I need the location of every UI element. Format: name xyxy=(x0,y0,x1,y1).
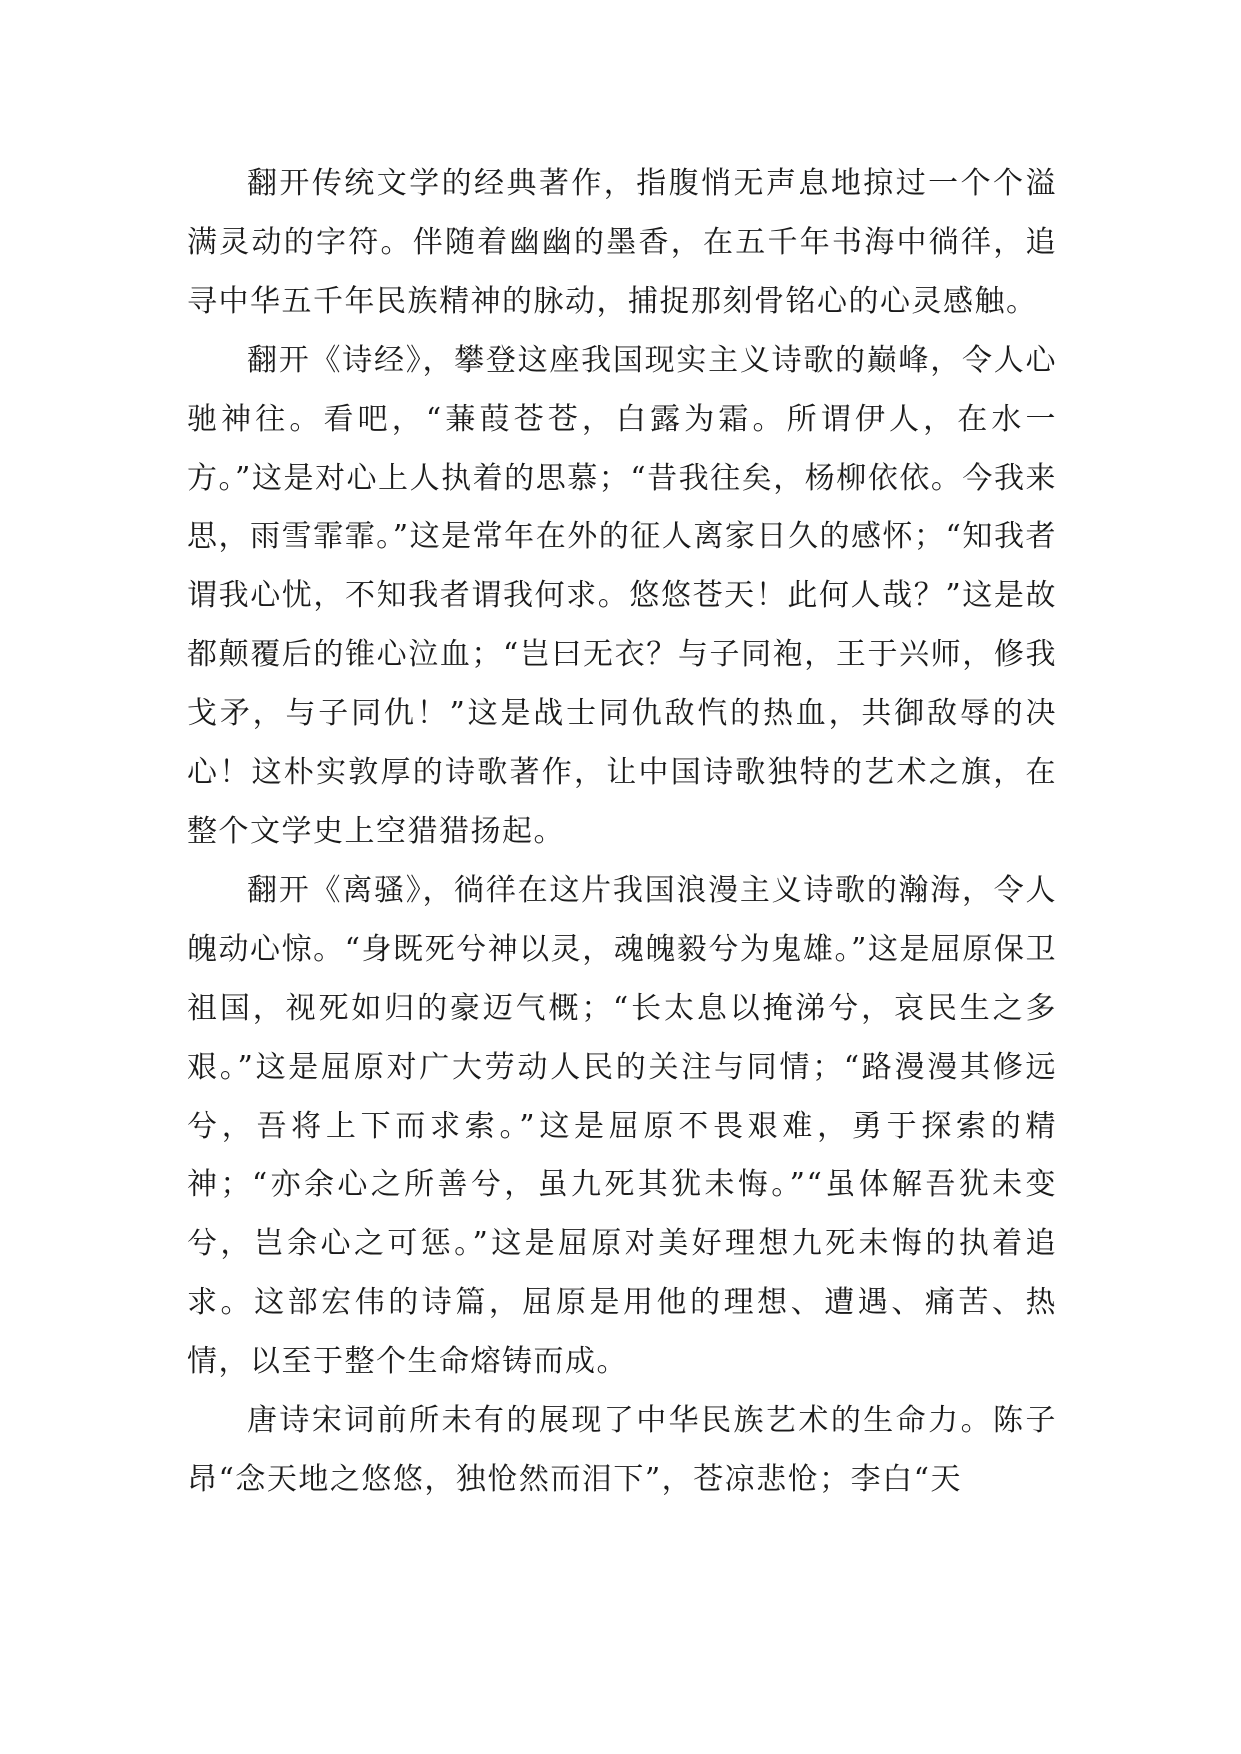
paragraph-intro: 翻开传统文学的经典著作，指腹悄无声息地掠过一个个溢满灵动的字符。伴随着幽幽的墨香，在五千年书海中徜徉，追寻中华五千年民族精神的脉动，捕捉那刻骨铭心的心灵感触。 xyxy=(187,166,1057,319)
paragraph-lisao: 翻开《离骚》，徜徉在这片我国浪漫主义诗歌的瀚海，令人魄动心惊。“身既死兮神以灵，魂魄毅兮为鬼雄。”这是屈原保卫祖国，视死如归的豪迈气概；“长太息以掩涕兮，哀民生之多艰。”这是屈原对广大劳动人民的关注与同情；“路漫漫其修远兮，吾将上下而求索。”这是屈原不畏艰难，勇于探索的精神；“亦余心之所善兮，虽九死其犹未悔。”“虽体解吾犹未变兮，岂余心之可惩。”这是屈原对美好理想九死未悔的执着追求。这部宏伟的诗篇，屈原是用他的理想、遭遇、痛苦、热情，以至于整个生命熔铸而成。 xyxy=(187,872,1057,1380)
document-body xyxy=(187,155,1057,1510)
paragraph-tang-song: 唐诗宋词前所未有的展现了中华民族艺术的生命力。陈子昂“念天地之悠悠，独怆然而泪下”，苍凉悲怆；李白“天 xyxy=(187,1403,1057,1497)
paragraph-shijing: 翻开《诗经》，攀登这座我国现实主义诗歌的巅峰，令人心驰神往。看吧，“蒹葭苍苍，白露为霜。所谓伊人，在水一方。”这是对心上人执着的思慕；“昔我往矣，杨柳依依。今我来思，雨雪霏霏。”这是常年在外的征人离家日久的感怀；“知我者谓我心忧，不知我者谓我何求。悠悠苍天！此何人哉？”这是故都颠覆后的锥心泣血；“岂曰无衣？与子同袍，王于兴师，修我戈矛，与子同仇！”这是战士同仇敌忾的热血，共御敌辱的决心！这朴实敦厚的诗歌著作，让中国诗歌独特的艺术之旗，在整个文学史上空猎猎扬起。 xyxy=(187,342,1057,849)
